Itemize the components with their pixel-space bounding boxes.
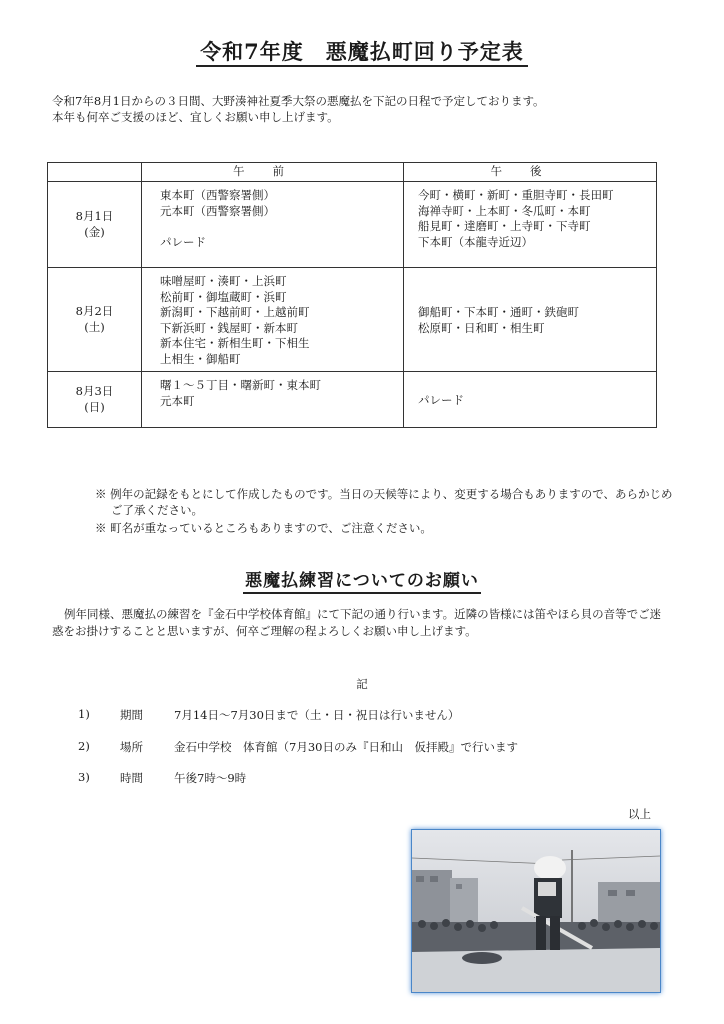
intro-text — [52, 93, 692, 125]
note-item: ※ 町名が重なっているところもありますので、ご注意ください。 — [95, 521, 432, 535]
table-row — [48, 268, 657, 372]
pm-cell: 御船町・下本町・通町・鉄砲町 松原町・日和町・相生町 — [404, 268, 657, 372]
header-pm: 午後 — [404, 163, 657, 182]
festival-photo — [411, 829, 661, 993]
table-header-row — [48, 163, 657, 182]
table-row — [48, 182, 657, 268]
table-row — [48, 372, 657, 428]
pm-cell: 今町・横町・新町・重胆寺町・長田町 海禅寺町・上本町・冬瓜町・本町 船見町・達磨町・上寺町・下寺町 下本町（本龍寺近辺） — [404, 182, 657, 268]
intro-line: 本年も何卒ご支援のほど、宜しくお願い申し上げます。 — [52, 110, 339, 124]
ki-label: 記 — [356, 677, 368, 691]
am-cell: 東本町（西警察署側） 元本町（西警察署側） パレード — [142, 182, 404, 268]
date-cell: 8月1日 (金) — [48, 182, 142, 268]
note-item: ※ 例年の記録をもとにして作成したものです。当日の天候等により、変更する場合もありますので、あらかじめご了承ください。 — [95, 487, 673, 517]
header-am: 午前 — [142, 163, 404, 182]
date-cell: 8月2日 (土) — [48, 268, 142, 372]
practice-body: 例年同様、悪魔払の練習を『金石中学校体育館』にて下記の通り行います。近隣の皆様には笛やほら貝の音等でご迷惑をお掛けすることと思いますが、何卒ご理解の程よろしくお願い申し上げます。 — [52, 607, 662, 638]
am-cell: 味噌屋町・湊町・上浜町 松前町・御塩蔵町・浜町 新潟町・下越前町・上越前町 下新浜町・銭屋町・新本町 新本住宅・新相生町・下相生 上相生・御船町 — [142, 268, 404, 372]
schedule-table — [47, 162, 657, 428]
header-blank — [48, 163, 142, 182]
practice-title: 悪魔払練習についてのお願い — [0, 566, 724, 591]
festival-photo-illustration — [412, 830, 660, 992]
page-title: 令和7年度 悪魔払町回り予定表 — [0, 36, 724, 66]
pm-cell: パレード — [404, 372, 657, 428]
am-cell: 曙１～５丁目・曙新町・東本町 元本町 — [142, 372, 404, 428]
date-cell: 8月3日 (日) — [48, 372, 142, 428]
closing-text: 以上 — [628, 807, 651, 821]
notes — [95, 486, 675, 538]
intro-line: 令和7年8月1日からの３日間、大野湊神社夏季大祭の悪魔払を下記の日程で予定しております。 — [52, 94, 545, 108]
